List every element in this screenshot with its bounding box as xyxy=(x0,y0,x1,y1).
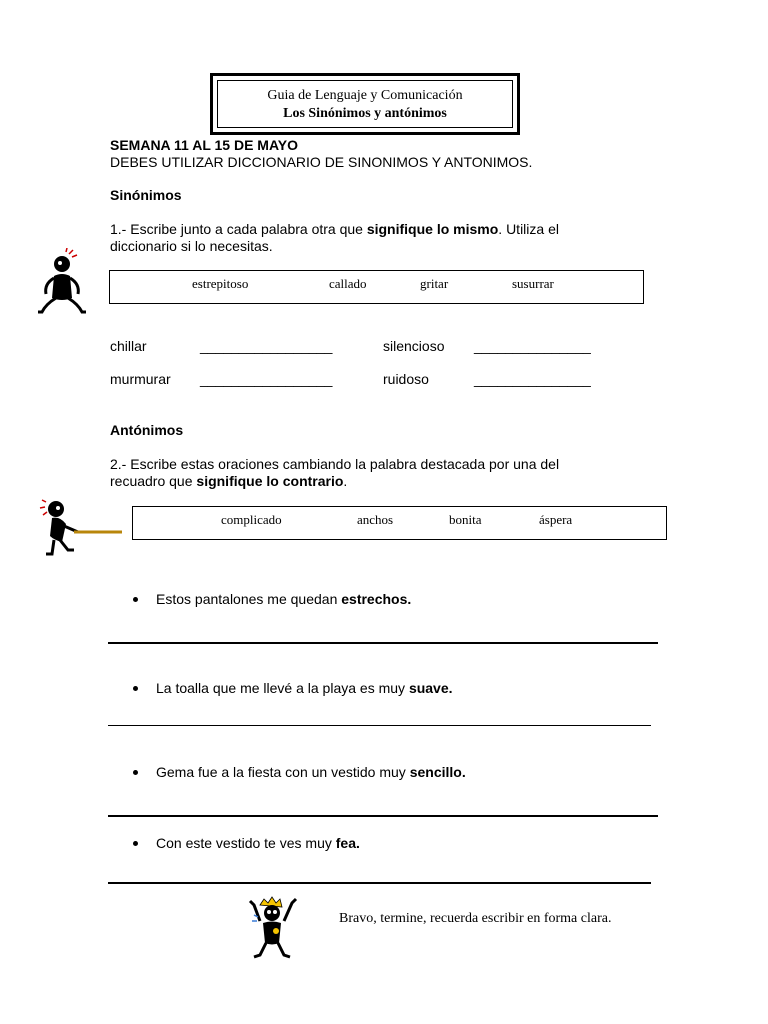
word-box-item: gritar xyxy=(420,276,449,291)
sentence-highlight: fea. xyxy=(335,835,360,851)
word-box-item: bonita xyxy=(449,512,482,527)
antonyms-task-text: recuadro que xyxy=(110,473,197,489)
title-box xyxy=(210,73,520,135)
word-box-item: susurrar xyxy=(512,276,554,291)
antonyms-heading: Antónimos xyxy=(110,422,184,438)
synonyms-task xyxy=(110,221,559,238)
guide-title: Guia de Lenguaje y Comunicación xyxy=(267,88,463,103)
sentence-item xyxy=(156,591,411,608)
answer-blank[interactable]: _______________ xyxy=(474,338,591,354)
antonyms-task-bold: signifique lo contrario xyxy=(196,473,344,489)
thinking-figure-icon xyxy=(36,248,92,318)
antonyms-word-box xyxy=(132,506,667,540)
synonyms-task-text: 1.- Escribe junto a cada palabra otra que xyxy=(110,221,367,237)
sentence-highlight: suave. xyxy=(408,680,453,696)
sentence-item xyxy=(156,680,453,697)
answer-line[interactable] xyxy=(108,725,651,726)
synonyms-heading: Sinónimos xyxy=(110,187,182,203)
answer-line[interactable] xyxy=(108,642,658,644)
week-heading: SEMANA 11 AL 15 DE MAYO xyxy=(110,137,299,153)
word-box-item: estrepitoso xyxy=(192,276,249,291)
instruction-line: DEBES UTILIZAR DICCIONARIO DE SINONIMOS Y ANTONIMOS. xyxy=(110,154,533,170)
synonyms-task-bold: signifique lo mismo xyxy=(366,221,499,237)
sentence-item xyxy=(156,764,466,781)
pair-word: murmurar xyxy=(110,371,171,387)
pair-word: chillar xyxy=(110,338,147,354)
bullet-icon xyxy=(133,841,138,846)
sentence-text: Estos pantalones me quedan xyxy=(156,591,342,607)
word-box-item: complicado xyxy=(221,512,282,527)
guide-subtitle: Los Sinónimos y antónimos xyxy=(283,106,447,121)
pair-word: silencioso xyxy=(383,338,445,354)
word-box-item: áspera xyxy=(539,512,573,527)
word-box-item: callado xyxy=(329,276,367,291)
closing-message: Bravo, termine, recuerda escribir en forma clara. xyxy=(339,911,612,926)
pulling-rope-figure-icon xyxy=(38,498,124,558)
answer-blank[interactable]: _________________ xyxy=(200,338,333,354)
bullet-icon xyxy=(133,770,138,775)
antonyms-task-text-end: . xyxy=(343,473,348,489)
antonyms-task-line1: 2.- Escribe estas oraciones cambiando la palabra destacada por una del xyxy=(110,456,560,472)
sentence-text: Gema fue a la fiesta con un vestido muy xyxy=(156,764,410,780)
answer-blank[interactable]: _________________ xyxy=(200,371,333,387)
synonyms-task-text-end: . Utiliza el xyxy=(498,221,559,237)
pair-word: ruidoso xyxy=(383,371,429,387)
sentence-highlight: sencillo. xyxy=(409,764,466,780)
synonyms-task-line2: diccionario si lo necesitas. xyxy=(110,238,273,254)
sentence-highlight: estrechos. xyxy=(341,591,412,607)
answer-line[interactable] xyxy=(108,882,651,884)
antonyms-task xyxy=(110,473,347,490)
sentence-text: Con este vestido te ves muy xyxy=(156,835,336,851)
word-box-item: anchos xyxy=(357,512,394,527)
synonyms-word-box xyxy=(109,270,644,304)
answer-blank[interactable]: _______________ xyxy=(474,371,591,387)
bullet-icon xyxy=(133,686,138,691)
title-inner xyxy=(217,80,513,128)
cheering-figure-icon xyxy=(246,893,306,965)
answer-line[interactable] xyxy=(108,815,658,817)
sentence-item xyxy=(156,835,360,852)
sentence-text: La toalla que me llevé a la playa es muy xyxy=(156,680,409,696)
bullet-icon xyxy=(133,597,138,602)
